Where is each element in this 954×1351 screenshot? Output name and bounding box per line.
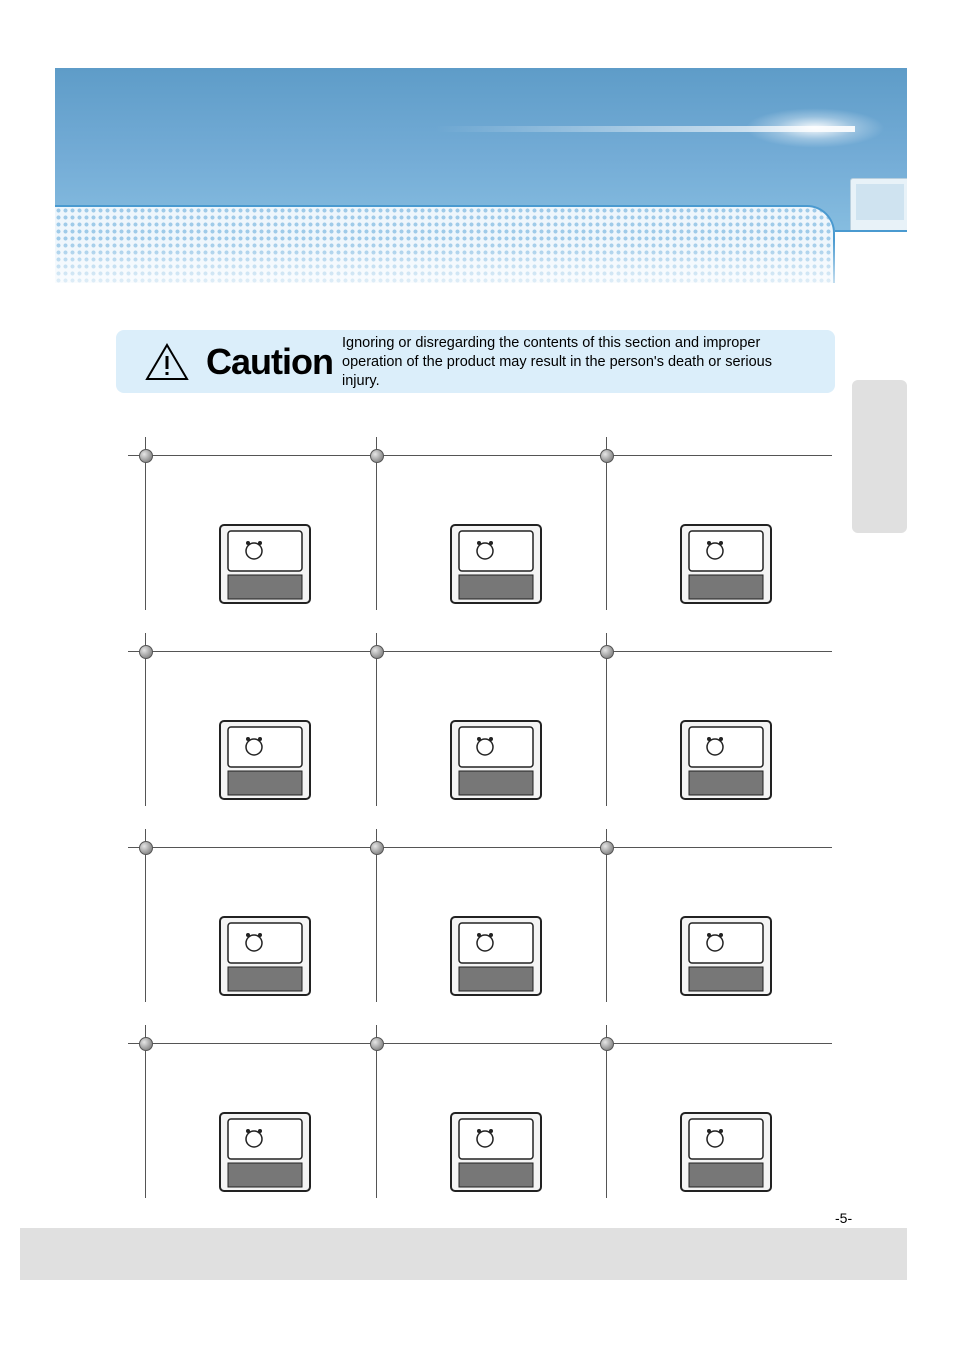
grid-knob	[600, 645, 614, 659]
illustration-icon	[651, 907, 781, 1007]
illustration-icon	[421, 515, 551, 615]
grid-knob	[370, 841, 384, 855]
illustration-icon	[190, 1103, 320, 1203]
row-divider	[128, 455, 832, 456]
grid-knob	[370, 449, 384, 463]
illustration-icon	[421, 907, 551, 1007]
row-divider	[128, 1043, 832, 1044]
grid-knob	[600, 449, 614, 463]
page-number: -5-	[835, 1210, 853, 1226]
caution-title: Caution	[206, 341, 333, 382]
caution-message: Ignoring or disregarding the contents of this section and improper operation of the product may result in the person's death or serious injury.	[342, 335, 772, 389]
illustration-icon	[190, 907, 320, 1007]
caution-box	[116, 330, 835, 393]
row-divider	[128, 651, 832, 652]
grid-knob	[139, 841, 153, 855]
illustration-icon	[190, 515, 320, 615]
illustration-icon	[421, 1103, 551, 1203]
side-tab	[852, 380, 907, 533]
grid-knob	[600, 841, 614, 855]
grid-knob	[139, 449, 153, 463]
grid-knob	[370, 1037, 384, 1051]
grid-knob	[139, 645, 153, 659]
illustration-icon	[190, 711, 320, 811]
grid-knob	[139, 1037, 153, 1051]
illustration-icon	[651, 515, 781, 615]
tv-set-icon	[850, 178, 907, 232]
illustration-icon	[421, 711, 551, 811]
row-divider	[128, 847, 832, 848]
warning-triangle-icon	[144, 342, 190, 382]
illustration-icon	[651, 711, 781, 811]
footer-bar	[20, 1228, 907, 1280]
header-rule	[835, 230, 907, 232]
grid-knob	[600, 1037, 614, 1051]
illustration-icon	[651, 1103, 781, 1203]
grid-knob	[370, 645, 384, 659]
light-glow	[745, 108, 885, 148]
